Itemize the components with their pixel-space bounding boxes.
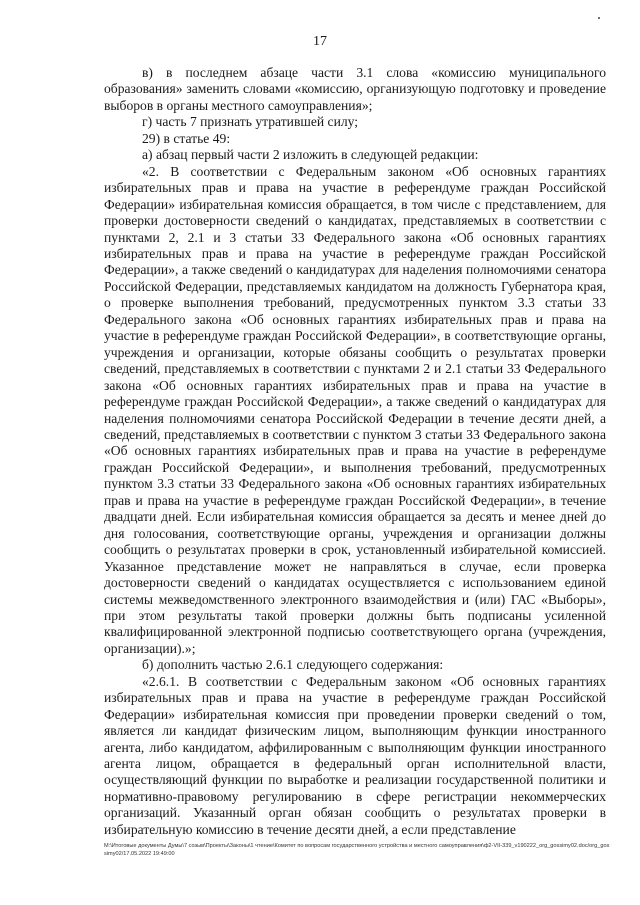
page-number: 17 — [313, 34, 327, 49]
paragraph: в) в последнем абзаце части 3.1 слова «комиссию муниципального образования» заменить словами «комиссию, организующую подготовку и проведение выборов в органы местного самоуправления»; — [104, 65, 606, 113]
paragraph: 29) в статье 49: — [142, 130, 231, 146]
paragraph: «2. В соответствии с Федеральным законом «Об основных гарантиях избирательных прав и права на участие в референдуме граждан Российской Федерации» избирательная комиссия обращается, в том числе с представлением, для проверки достоверности сведений о кандидатах, представляемых в соответствии с пунктами 2, 2.1 и 3 статьи 33 Федерального закона «Об основных гарантиях избирательных прав и права на участие в референдуме граждан Российской Федерации», а также сведений о кандидатурах для наделения полномочиями сенатора Российской Федерации, представляемых кандидатом на должность Губернатора края, о проверке выполнения требований, предусмотренных пунктом 3.3 статьи 33 Федерального закона «Об основных гарантиях избирательных прав и права на участие в референдуме граждан Российской Федерации», в соответствующие органы, учреждения и организации, которые обязаны сообщить о результатах проверки сведений, представляемых в соответствии с пунктами 2 и 2.1 статьи 33 Федерального закона «Об основных гарантиях избирательных прав и права на участие в референдуме граждан Российской Федерации», а также сведений о кандидатурах для наделения полномочиями сенатора Российской Федерации в течение десяти дней, а сведений, представляемых в соответствии с пунктом 3 статьи 33 Федерального закона «Об основных гарантиях избирательных прав и права на участие в референдуме граждан Российской Федерации», и выполнения требований, предусмотренных пунктом 3.3 статьи 33 Федерального закона «Об основных гарантиях избирательных прав и права на участие в референдуме граждан Российской Федерации», в течение двадцати дней. Если избирательная комиссия обращается за десять и менее дней до дня голосования, соответствующие органы, учреждения и организации должны сообщить о результатах проверки в срок, установленный избирательной комиссией. Указанное представление может не направляться в случае, если проверка достоверности сведений о кандидатах осуществляется с использованием единой системы межведомственного электронного взаимодействия и (или) ГАС «Выборы», при этом результаты такой проверки должны быть подписаны усиленной квалифицированной электронной подписью соответствующего органа (учреждения, организации).»; — [104, 163, 606, 656]
scan-mark — [598, 17, 600, 19]
paragraph: а) абзац первый части 2 изложить в следующей редакции: — [142, 147, 479, 163]
paragraph: б) дополнить частью 2.6.1 следующего содержания: — [142, 657, 444, 673]
document-body — [104, 65, 606, 838]
paragraph: «2.6.1. В соответствии с Федеральным законом «Об основных гарантиях избирательных прав и права на участие в референдуме граждан Российской Федерации» избирательная комиссия при проведении проверки сведений о том, является ли кандидат физическим лицом, выполняющим функции иностранного агента, либо кандидатом, аффилированным с выполняющим функции иностранного агента лицом, обращается в федеральный орган исполнительной власти, осуществляющий функции по выработке и реализации государственной политики и нормативно-правовому регулированию в сфере регистрации некоммерческих организаций. Указанный орган обязан сообщить о результатах проверки в избирательную комиссию в течение десяти дней, а если представление — [104, 673, 606, 837]
paragraph: г) часть 7 признать утратившей силу; — [142, 114, 359, 130]
file-path-footer: M:\Итоговые документы Думы\7 созыв\Проекты\Законы\1 чтение\Комитет по вопросам государственного устройства и местного самоуправления\ф2-VII-339_v190222_org_gossimy02.doc/org_gossimy02/17.05.2022 19:49:00 — [104, 843, 610, 857]
